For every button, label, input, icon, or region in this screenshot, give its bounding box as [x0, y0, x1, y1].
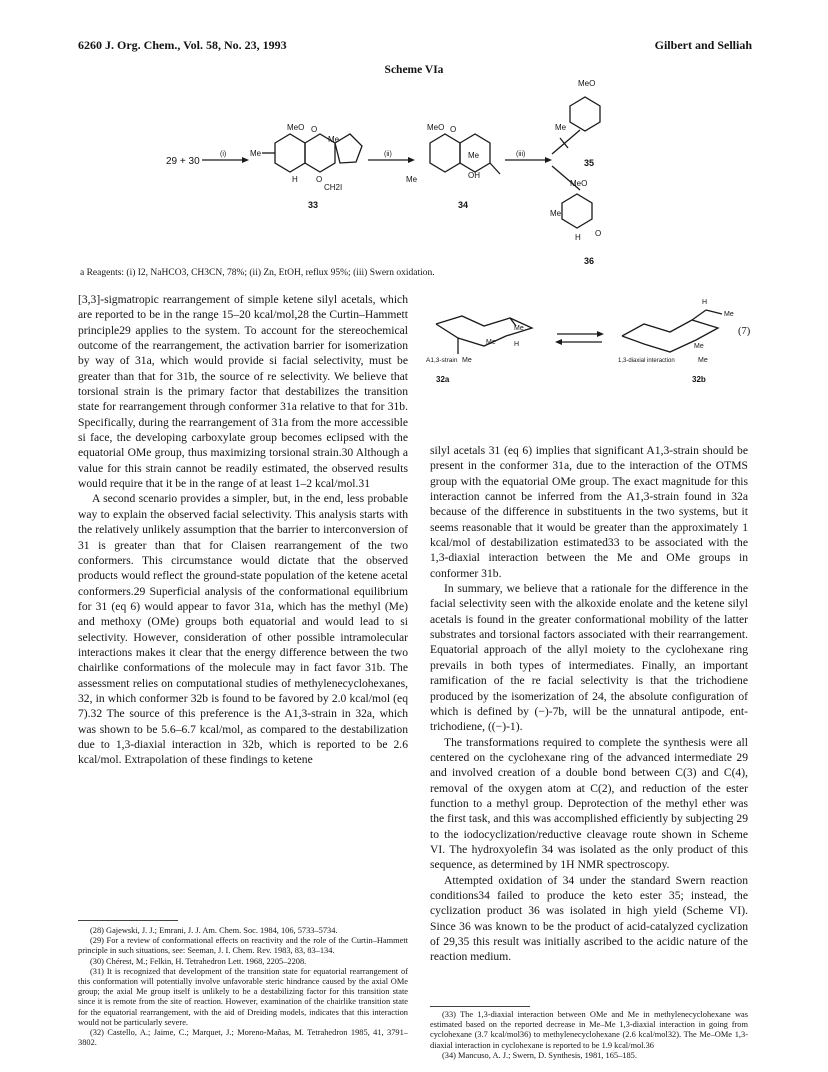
paragraph: Attempted oxidation of 34 under the standard Swern reaction conditions34 failed to produce the keto ester 35; instead, the cyclization product 36 was isolated in high yield (Scheme VI). Since 36 was known to be the product of acid-catalyzed cyclization of 29,35 this result was initially ascribed to the acidic nature of the reaction medium. — [430, 873, 748, 964]
svg-text:O: O — [316, 175, 323, 184]
equation-7-diagram — [422, 296, 752, 388]
label-32a: 32a — [436, 375, 450, 384]
svg-text:O: O — [311, 125, 318, 134]
right-column — [430, 443, 748, 965]
footnote: (34) Mancuso, A. J.; Swern, D. Synthesis, 1981, 165–185. — [442, 1050, 637, 1060]
compound-33-label: 33 — [308, 200, 319, 210]
me-label: Me — [250, 149, 262, 158]
footnote-rule-right — [430, 1006, 530, 1007]
label-32b: 32b — [692, 375, 706, 384]
footnote: (33) The 1,3-diaxial interaction between OMe and Me in methylenecyclohexane was estimated based on the reported decrease in Me–Me 1,3-diaxial interaction in going from cyclohexane (3.7 kcal/mol36) to methylenecyclohexane (2.6 kcal/mol32). The Me–OMe 1,3-diaxial interaction in cyclohexane is reported to be 1.9 kcal/mol.36 — [430, 1010, 748, 1050]
conformer-32b — [618, 299, 734, 364]
svg-text:H: H — [292, 175, 298, 184]
footnote: (30) Chérest, M.; Felkin, H. Tetrahedron Lett. 1968, 2205–2208. — [90, 956, 307, 966]
svg-text:Me: Me — [514, 325, 524, 332]
left-column — [78, 292, 408, 768]
compound-36-label: 36 — [584, 256, 595, 266]
paragraph: The transformations required to complete the synthesis were all centered on the cyclohexane ring of the advanced intermediate 29 and involved creation of a double bond between C(3) and C(4), removal of the oxygen atom at C(2), and reduction of the ester function to a methyl group. Deprotection of the methyl ether was the first task, and this was accomplished efficiently by subjecting 29 to the iodocyclization/reductive cleavage route shown in Scheme VI. The hydroxyolefin 34 was isolated as the only product of this sequence, as determined by 1H NMR spectroscopy. — [430, 735, 748, 872]
compound-35-structure — [555, 79, 600, 132]
svg-text:Me: Me — [406, 175, 418, 184]
compound-36-structure — [550, 179, 601, 242]
arrow-i-label: (i) — [220, 151, 227, 158]
svg-text:Me: Me — [468, 151, 480, 160]
svg-text:CH2I: CH2I — [324, 183, 343, 192]
svg-text:A1,3-strain: A1,3-strain — [426, 357, 458, 364]
footnote: (28) Gajewski, J. J.; Emrani, J. J. Am. Chem. Soc. 1984, 106, 5733–5734. — [90, 926, 338, 935]
svg-text:Me: Me — [462, 357, 472, 364]
meo-label: MeO — [287, 123, 305, 132]
svg-text:O: O — [595, 229, 602, 238]
reactants-label: 29 + 30 — [166, 156, 200, 167]
compound-33-structure — [250, 123, 362, 192]
scheme-vi-diagram — [150, 78, 610, 268]
svg-text:Me: Me — [328, 135, 340, 144]
svg-text:Me: Me — [694, 343, 704, 350]
svg-text:MeO: MeO — [570, 179, 588, 188]
paragraph: A second scenario provides a simpler, but, in the end, less probable way to explain the observed facial selectivity. This analysis starts with the relatively unlikely assumption that the barrier to interconversion of 31 is greater than that for Claisen rearrangement of the two conformers. This circumstance would dictate that the observed products would reflect the ground-state population of the ketene acetal conformers.29 Superficial analysis of the conformational equilibrium for 31 (eq 6) would appear to favor 31a, which has the methyl (Me) and methoxy (OMe) groups both equatorial and would lead to si selectivity. However, consideration of other possible intramolecular interactions makes it clear that the energy difference between the two chairlike conformations of the molecule may in fact favor 31b. The assessment relies on computational studies of methylenecyclohexanes, 32, in which conformer 32b is found to be favored by 2.0 kcal/mol (eq 7).32 The source of this preference is the A1,3-strain in 32a, which was shown to be 5.6–6.7 kcal/mol, as compared to the destabilization due to 1,3-diaxial interaction in 32b, which is reported to be 2.6 kcal/mol. Extrapolation of these findings to ketene — [78, 492, 408, 767]
authors: Gilbert and Selliah — [654, 38, 752, 52]
paragraph: silyl acetals 31 (eq 6) implies that significant A1,3-strain should be present in the conformer 31a, due to the interaction of the OTMS group with the equatorial OMe group. The exact magnitude for this interaction cannot be inferred from the A1,3-strain found in 32a because of the difference in substituents in the two systems, but it seems reasonable that it would be greater than the approximately 1 kcal/mol of destabilization estimated33 to be associated with the 1,3-diaxial interaction between the Me and OMe groups in conformer 31b. — [430, 444, 748, 580]
equilibrium-arrows — [555, 331, 604, 345]
footnotes-right — [430, 1010, 748, 1061]
footnote: (31) It is recognized that development of the transition state for equatorial rearrangement of this conformation will potentially involve unfavorable steric hindrance caused by the axial OMe group; the axial Me group itself is unlikely to be a destabilizing factor for this transition state since it is remote from the site of reaction. However, examination of the chairlike transition state for the equatorial rearrangement, with the aid of Dreiding models, indicates that this interaction would not be particularly severe. — [78, 966, 408, 1027]
svg-text:Me: Me — [724, 311, 734, 318]
conformer-32a — [426, 316, 532, 364]
paragraph: [3,3]-sigmatropic rearrangement of simple ketene silyl acetals, which are reported to be in the range 15–20 kcal/mol,28 the Curtin–Hammett principle29 applies to the system. To account for the stereochemical outcome of the rearrangement, the activation barrier for isomerization by way of 31a, which would provide si facial selectivity, must be greater than that for 31b, the source of re selectivity. We believe that torsional strain is the primary factor that destabilizes the transition state for rearrangement through conformer 31a relative to that for 31b. Specifically, during the rearrangement of 31a from the more accessible si face, the developing carboxylate group becomes eclipsed with the equatorial OMe group, thus maximizing torsional strain.30 Although a value for this strain cannot be readily estimated, the observed results would require that it be in the range of at least 1–2 kcal/mol.31 — [78, 293, 408, 491]
svg-text:1,3-diaxial interaction: 1,3-diaxial interaction — [618, 358, 675, 364]
footnote-rule-left — [78, 920, 178, 921]
compound-34-structure — [406, 123, 500, 184]
svg-text:OH: OH — [468, 171, 480, 180]
svg-text:MeO: MeO — [427, 123, 445, 132]
arrow-iii-label: (iii) — [516, 151, 526, 158]
running-header — [78, 38, 752, 54]
scheme-title: Scheme VIa — [384, 64, 444, 76]
svg-text:Me: Me — [555, 123, 567, 132]
svg-text:H: H — [514, 341, 520, 348]
svg-text:Me: Me — [486, 339, 496, 346]
svg-text:H: H — [575, 233, 581, 242]
footnotes-left — [78, 926, 408, 1048]
equation-number: (7) — [738, 326, 751, 337]
svg-text:Me: Me — [550, 209, 562, 218]
journal-citation: 6260 J. Org. Chem., Vol. 58, No. 23, 1993 — [78, 38, 287, 52]
svg-text:MeO: MeO — [578, 79, 596, 88]
paragraph: In summary, we believe that a rationale for the difference in the facial selectivity seen with the alkoxide enolate and the ketene silyl acetals is found in the greater conformational mobility of the latter substrates and torsional factors associated with their rearrangement. Equatorial approach of the allyl moiety to the cyclohexane ring prevails in both types of intermediates. Finally, an important ramification of the re facial selectivity is that the trichodiene produced by the isomerization of 24, the absolute configuration of which is defined by (−)-7b, will be the unnatural antipode, ent-trichodiene, ((−)-1). — [430, 582, 748, 734]
compound-35-label: 35 — [584, 158, 595, 168]
svg-text:H: H — [702, 299, 708, 306]
footnote: (32) Castello, A.; Jaime, C.; Marquet, J.; Moreno-Mañas, M. Tetrahedron 1985, 41, 3791–3802. — [78, 1028, 408, 1048]
svg-text:Me: Me — [698, 357, 708, 364]
footnote: (29) For a review of conformational effects on reactivity and the role of the Curtin–Hammett principle in such situations, see: Seeman, J. I. Chem. Rev. 1983, 83, 83–134. — [78, 936, 408, 956]
arrow-ii-label: (ii) — [384, 151, 392, 158]
compound-34-label: 34 — [458, 200, 469, 210]
scheme-reagents-note: a Reagents: (i) I2, NaHCO3, CH3CN, 78%; (ii) Zn, EtOH, reflux 95%; (iii) Swern oxidation. — [80, 268, 435, 278]
svg-text:O: O — [450, 125, 457, 134]
